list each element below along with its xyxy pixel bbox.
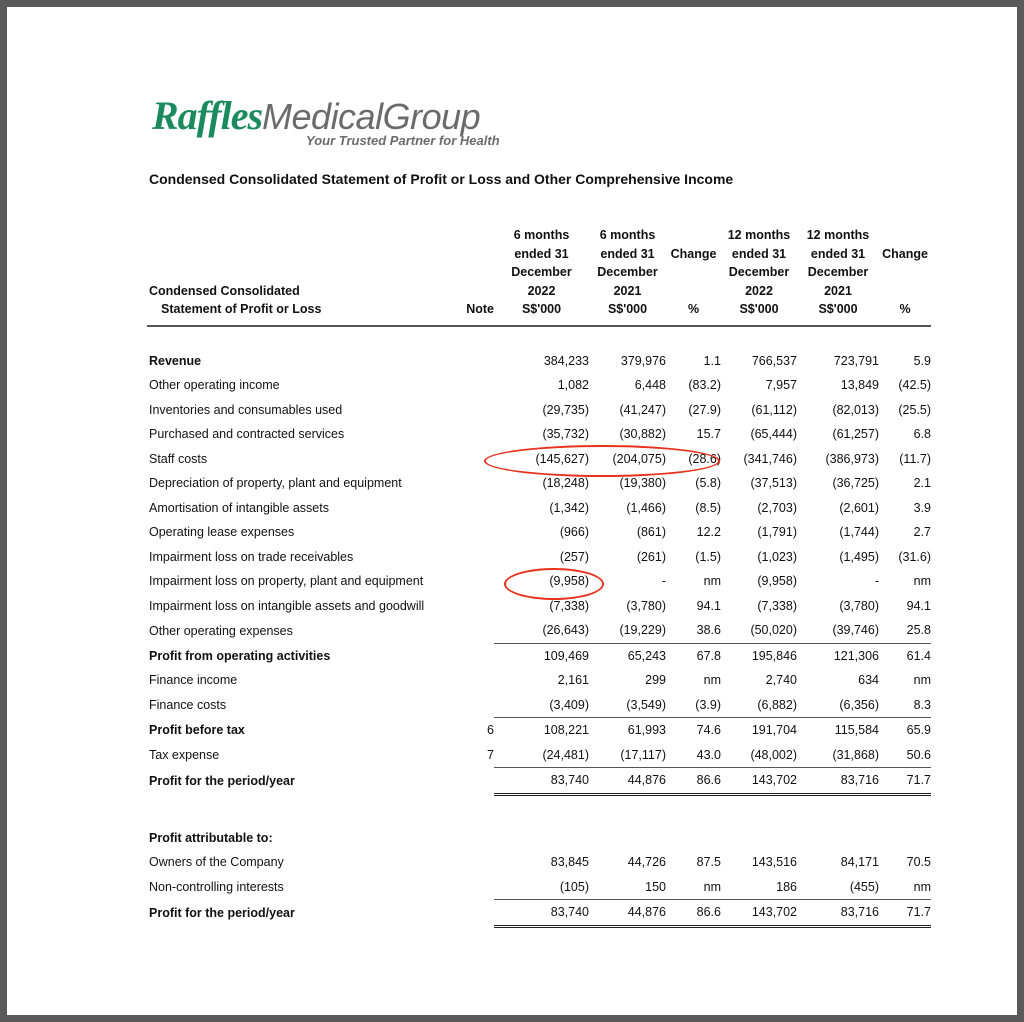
company-logo xyxy=(152,92,480,139)
row-label: Impairment loss on intangible assets and goodwill xyxy=(149,598,425,613)
row-note xyxy=(449,545,494,570)
row-label: Other operating income xyxy=(149,378,280,393)
row-note xyxy=(449,693,494,718)
row-note xyxy=(449,850,494,875)
row-value-col3: (83.2) xyxy=(688,378,721,393)
row-value-col5: (1,495) xyxy=(839,549,879,564)
col4-header-l2: ended 31 xyxy=(731,246,787,261)
row-value-col3: 38.6 xyxy=(696,623,721,638)
col5-header-l4: 2021 xyxy=(824,283,852,298)
row-label: Impairment loss on trade receivables xyxy=(149,549,354,564)
table-row xyxy=(147,668,931,693)
row-value-col3: nm xyxy=(703,574,721,589)
row-value-col3: (28.6) xyxy=(688,451,721,466)
label-header-line1: Condensed Consolidated xyxy=(149,283,300,298)
row-value-col6: 5.9 xyxy=(913,353,931,368)
col5-header-l5: S$'000 xyxy=(797,300,879,326)
row-value-col4: (61,112) xyxy=(751,402,797,417)
row-value-col5: 83,716 xyxy=(797,768,879,795)
row-value-col2: (861) xyxy=(636,525,666,540)
row-value-col4: 2,740 xyxy=(765,673,797,688)
row-value-col6: (25.5) xyxy=(898,402,931,417)
row-label: Impairment loss on property, plant and equipment xyxy=(149,574,424,589)
col1-header-l5: S$'000 xyxy=(494,300,589,326)
row-value-col1: (966) xyxy=(559,525,589,540)
row-value-col1: 1,082 xyxy=(557,378,589,393)
row-note xyxy=(449,349,494,374)
row-label: Finance income xyxy=(149,673,238,688)
row-value-col6: 6.8 xyxy=(913,427,931,442)
row-value-col2: 6,448 xyxy=(634,378,666,393)
row-value-col6: 8.3 xyxy=(913,697,931,712)
row-value-col2: 150 xyxy=(645,879,666,894)
row-label: Other operating expenses xyxy=(149,623,293,638)
row-value-col4: 7,957 xyxy=(765,378,797,393)
row-value-col1: 108,221 xyxy=(494,718,589,743)
row-value-col2: (261) xyxy=(636,549,666,564)
row-value-col4: 143,702 xyxy=(721,768,797,795)
row-value-col4: (37,513) xyxy=(750,476,797,491)
row-value-col5: - xyxy=(874,574,879,589)
row-note xyxy=(449,373,494,398)
col3-header-l2: Change xyxy=(670,246,717,261)
row-note: 6 xyxy=(487,723,494,737)
row-value-col1: (3,409) xyxy=(549,697,589,712)
row-value-col1: (105) xyxy=(559,879,589,894)
row-value-col5: (6,356) xyxy=(839,697,879,712)
col6-header-l5: % xyxy=(879,300,931,326)
table-row xyxy=(147,471,931,496)
row-value-col3: (27.9) xyxy=(688,402,721,417)
table-row xyxy=(147,643,931,668)
row-value-col3: (5.8) xyxy=(695,476,721,491)
col6-header-l2: Change xyxy=(882,246,928,261)
row-value-col6: (31.6) xyxy=(898,549,931,564)
row-value-col6: 2.7 xyxy=(913,525,931,540)
row-note xyxy=(449,643,494,668)
row-value-col1: 83,740 xyxy=(494,900,589,927)
row-label: Depreciation of property, plant and equipment xyxy=(149,476,402,491)
row-value-col4: (65,444) xyxy=(750,427,797,442)
row-value-col5: 13,849 xyxy=(840,378,879,393)
row-value-col2: (19,380) xyxy=(619,476,666,491)
col3-header-l4 xyxy=(666,282,721,301)
row-value-col3: nm xyxy=(703,673,721,688)
table-row xyxy=(147,520,931,545)
row-label: Purchased and contracted services xyxy=(149,427,345,442)
section-heading-row xyxy=(147,826,931,851)
logo-raffles-text: Raffles xyxy=(152,93,263,138)
row-value-col4: 143,516 xyxy=(751,855,797,870)
row-note xyxy=(449,520,494,545)
row-note xyxy=(449,471,494,496)
table-row xyxy=(147,447,931,472)
row-value-col5: (386,973) xyxy=(825,451,879,466)
attributable-heading: Profit attributable to: xyxy=(149,830,273,845)
row-value-col3: 86.6 xyxy=(666,900,721,927)
row-note: 7 xyxy=(487,748,494,762)
col2-header-l1: 6 months xyxy=(599,228,656,242)
table-row xyxy=(147,398,931,423)
row-value-col1: (26,643) xyxy=(542,623,589,638)
row-value-col4: 143,702 xyxy=(721,900,797,927)
row-value-col5: 723,791 xyxy=(833,353,879,368)
row-value-col2: 299 xyxy=(645,673,666,688)
row-label: Finance costs xyxy=(149,698,227,712)
row-value-col2: 379,976 xyxy=(620,353,666,368)
logo-medicalgroup-text: MedicalGroup xyxy=(262,96,481,137)
row-value-col4: (7,338) xyxy=(757,598,797,613)
row-value-col6: nm xyxy=(913,673,931,688)
row-value-col6: 25.8 xyxy=(906,623,931,638)
row-value-col3: 15.7 xyxy=(696,427,721,442)
row-label: Inventories and consumables used xyxy=(149,402,343,417)
row-value-col5: 634 xyxy=(858,673,879,688)
row-value-col6: nm xyxy=(913,574,931,589)
col4-header-l3: December xyxy=(728,265,790,279)
row-value-col4: (48,002) xyxy=(750,747,797,762)
col1-header-l3: December xyxy=(511,265,572,279)
col2-header-l5: S$'000 xyxy=(589,300,666,326)
row-value-col2: (30,882) xyxy=(619,427,666,442)
row-value-col3: 67.8 xyxy=(666,643,721,668)
row-value-col3: 12.2 xyxy=(696,525,721,540)
col5-header-l2: ended 31 xyxy=(810,246,866,261)
row-value-col5: (39,746) xyxy=(832,623,879,638)
row-value-col1: (1,342) xyxy=(549,500,589,515)
row-value-col1: (24,481) xyxy=(542,747,589,762)
row-value-col4: (1,023) xyxy=(757,549,797,564)
table-row xyxy=(147,545,931,570)
row-note xyxy=(449,496,494,521)
row-value-col3: nm xyxy=(703,879,721,894)
row-value-col1: 83,845 xyxy=(550,855,589,870)
table-row xyxy=(147,569,931,594)
row-note xyxy=(449,618,494,643)
table-row xyxy=(147,496,931,521)
row-value-col2: - xyxy=(661,574,666,589)
row-value-col1: (7,338) xyxy=(549,598,589,613)
row-value-col2: 65,243 xyxy=(589,643,666,668)
statement-body xyxy=(147,326,931,927)
row-value-col6: (42.5) xyxy=(898,378,931,393)
row-value-col2: 44,726 xyxy=(627,855,666,870)
row-value-col5: (31,868) xyxy=(832,747,879,762)
row-value-col4: (341,746) xyxy=(743,451,797,466)
col4-header-l4: 2022 xyxy=(745,283,773,298)
table-row xyxy=(147,850,931,875)
row-value-col2: 44,876 xyxy=(589,768,666,795)
statement-title: Condensed Consolidated Statement of Profit or Loss and Other Comprehensive Income xyxy=(149,171,734,187)
row-value-col1: (35,732) xyxy=(542,427,589,442)
col4-header-l5: S$'000 xyxy=(721,300,797,326)
col4-header-l1: 12 months xyxy=(727,228,791,242)
row-value-col4: 191,704 xyxy=(721,718,797,743)
row-value-col2: (19,229) xyxy=(619,623,666,638)
row-value-col6: (11.7) xyxy=(899,451,931,466)
table-row xyxy=(147,422,931,447)
row-label: Profit for the period/year xyxy=(149,773,295,788)
row-note xyxy=(449,447,494,472)
row-value-col3: 1.1 xyxy=(703,353,721,368)
note-header: Note xyxy=(449,300,494,326)
row-label: Tax expense xyxy=(149,748,220,762)
row-value-col4: (9,958) xyxy=(757,574,797,589)
col3-header-l5: % xyxy=(666,300,721,326)
row-value-col3: (1.5) xyxy=(695,549,721,564)
row-value-col1: 384,233 xyxy=(543,353,589,368)
row-value-col6: 2.1 xyxy=(913,476,931,491)
row-value-col1: (29,735) xyxy=(542,402,589,417)
col2-header-l4: 2021 xyxy=(613,283,642,298)
row-value-col3: (8.5) xyxy=(695,500,721,515)
row-value-col1: 109,469 xyxy=(494,643,589,668)
row-note xyxy=(449,875,494,900)
row-value-col2: 44,876 xyxy=(589,900,666,927)
row-value-col6: 71.7 xyxy=(879,900,931,927)
row-value-col5: 121,306 xyxy=(797,643,879,668)
row-value-col5: (3,780) xyxy=(839,598,879,613)
row-value-col3: 87.5 xyxy=(696,855,721,870)
table-row xyxy=(147,768,931,795)
row-value-col2: (1,466) xyxy=(626,500,666,515)
col3-header-l1 xyxy=(666,226,721,245)
row-value-col6: 61.4 xyxy=(879,643,931,668)
row-label: Revenue xyxy=(149,353,202,368)
col2-header-l2: ended 31 xyxy=(600,246,655,261)
row-value-col2: (17,117) xyxy=(620,747,666,762)
row-value-col5: (2,601) xyxy=(839,500,879,515)
row-value-col6: 3.9 xyxy=(913,500,931,515)
row-value-col5: (1,744) xyxy=(839,525,879,540)
col6-header-l4 xyxy=(879,282,931,301)
row-value-col1: (9,958) xyxy=(549,574,589,589)
row-label: Operating lease expenses xyxy=(149,525,295,540)
row-note xyxy=(449,422,494,447)
row-value-col2: (204,075) xyxy=(612,451,666,466)
row-value-col6: 94.1 xyxy=(906,598,931,613)
row-note xyxy=(449,900,494,927)
row-value-col5: 83,716 xyxy=(797,900,879,927)
row-value-col5: (82,013) xyxy=(832,402,879,417)
row-value-col1: (145,627) xyxy=(535,451,589,466)
col1-header-l1: 6 months xyxy=(513,228,570,242)
row-label: Profit for the period/year xyxy=(149,905,295,920)
row-value-col1: 2,161 xyxy=(557,673,589,688)
row-note xyxy=(449,768,494,795)
row-note xyxy=(449,398,494,423)
row-value-col2: (3,780) xyxy=(626,598,666,613)
row-value-col6: 71.7 xyxy=(879,768,931,795)
row-value-col3: 86.6 xyxy=(666,768,721,795)
table-row xyxy=(147,349,931,374)
col1-header-l4: 2022 xyxy=(527,283,556,298)
row-value-col3: 43.0 xyxy=(696,747,721,762)
row-value-col1: 83,740 xyxy=(494,768,589,795)
row-label: Owners of the Company xyxy=(149,855,284,870)
col2-header-l3: December xyxy=(597,265,658,279)
row-value-col5: 84,171 xyxy=(840,855,879,870)
row-value-col4: (1,791) xyxy=(757,525,797,540)
row-value-col2: 61,993 xyxy=(589,718,666,743)
row-note xyxy=(449,569,494,594)
row-note xyxy=(449,594,494,619)
row-value-col4: 766,537 xyxy=(751,353,797,368)
logo-tagline: Your Trusted Partner for Health xyxy=(306,133,500,148)
row-value-col2: (41,247) xyxy=(619,402,666,417)
row-value-col3: 94.1 xyxy=(696,598,721,613)
row-value-col4: 195,846 xyxy=(721,643,797,668)
table-row xyxy=(147,875,931,900)
row-value-col1: (18,248) xyxy=(542,476,589,491)
row-label: Profit before tax xyxy=(149,723,245,737)
row-note xyxy=(449,668,494,693)
row-label: Staff costs xyxy=(149,451,208,466)
row-value-col6: 70.5 xyxy=(906,855,931,870)
row-label: Profit from operating activities xyxy=(149,648,331,663)
table-row xyxy=(147,618,931,643)
col5-header-l1: 12 months xyxy=(806,228,870,242)
col6-header-l3 xyxy=(879,263,931,282)
row-value-col3: (3.9) xyxy=(695,697,721,712)
row-value-col5: (455) xyxy=(849,879,879,894)
table-row xyxy=(147,373,931,398)
row-label: Amortisation of intangible assets xyxy=(149,500,329,515)
table-row xyxy=(147,594,931,619)
col3-header-l3 xyxy=(666,263,721,282)
row-value-col5: 115,584 xyxy=(797,718,879,743)
table-row xyxy=(147,743,931,768)
label-header-line2: Statement of Profit or Loss xyxy=(161,302,322,316)
table-row xyxy=(147,693,931,718)
row-label: Non-controlling interests xyxy=(149,880,284,894)
col5-header-l3: December xyxy=(807,265,869,279)
row-value-col2: (3,549) xyxy=(626,697,666,712)
row-value-col3: 74.6 xyxy=(666,718,721,743)
row-value-col6: 65.9 xyxy=(879,718,931,743)
col1-header-l2: ended 31 xyxy=(514,246,569,261)
income-statement-table xyxy=(147,226,931,928)
col6-header-l1 xyxy=(879,226,931,245)
table-row xyxy=(147,718,931,743)
row-value-col4: (2,703) xyxy=(757,500,797,515)
row-value-col4: (6,882) xyxy=(757,697,797,712)
row-value-col6: 50.6 xyxy=(906,747,931,762)
row-value-col5: (61,257) xyxy=(832,427,879,442)
row-value-col4: (50,020) xyxy=(750,623,797,638)
row-value-col4: 186 xyxy=(776,879,797,894)
row-value-col6: nm xyxy=(913,879,931,894)
table-row xyxy=(147,900,931,927)
row-value-col1: (257) xyxy=(559,549,589,564)
row-value-col5: (36,725) xyxy=(832,476,879,491)
